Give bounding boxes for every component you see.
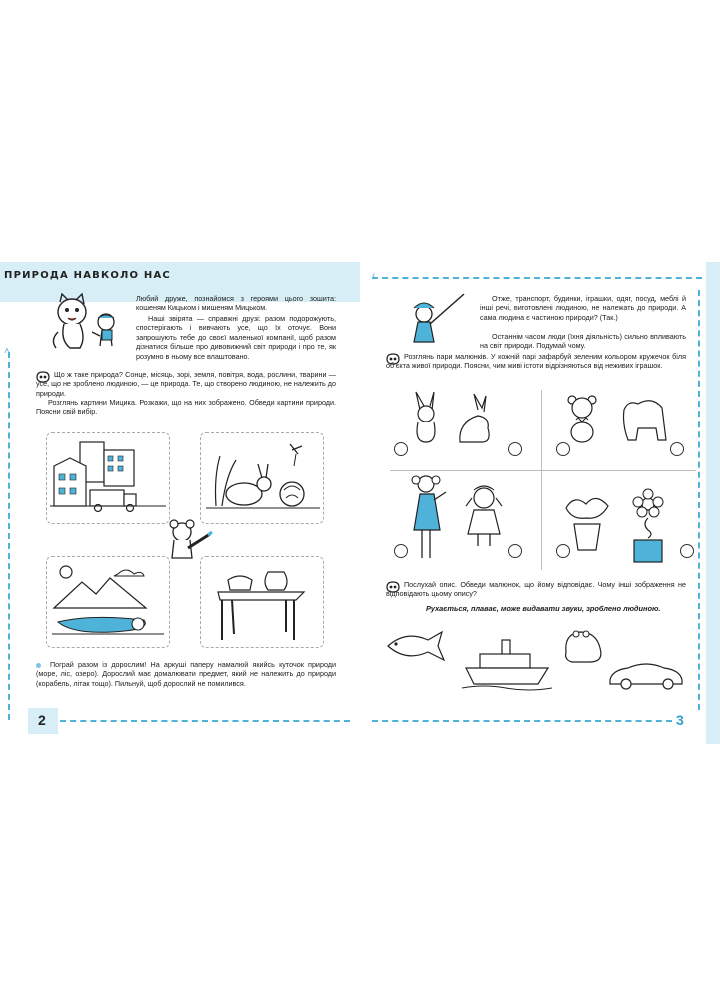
answer-circle[interactable]: [680, 544, 694, 558]
answer-circle[interactable]: [670, 442, 684, 456]
ship-illustration[interactable]: [462, 640, 552, 692]
task3-paragraph: Розглянь пари малюнків. У кожній парі зафарбуй зеленим кольором кружечок біля об’єкта живої природи. Поясни, чим живі істоти відрізняються від неживих іграшок.: [386, 352, 686, 371]
intro-paragraph-1: Любий друже, познайомся з героями цього зошита: кошеням Кицьком і мишеням Мицьком.: [136, 294, 336, 313]
bottom-dashed-border-left: [60, 720, 350, 722]
arrow-left-icon: ‹: [372, 270, 376, 281]
car-illustration[interactable]: [606, 660, 686, 690]
task1-instruction: Розглянь картини Мицика. Розкажи, що на них зображено. Обведи картини природи. Поясни свій вибір.: [36, 398, 336, 417]
task4-paragraph: Послухай опис. Обведи малюнок, що йому відповідає. Чому інші зображення не відповідають цьому опису?: [386, 580, 686, 599]
answer-circle[interactable]: [394, 442, 408, 456]
grid-divider-horizontal: [390, 470, 696, 471]
toy-rabbit-illustration: [410, 392, 444, 444]
left-dashed-border: [8, 352, 10, 720]
top-dashed-border-right: [372, 277, 702, 279]
mouse-with-pointer-illustration: [404, 290, 466, 346]
page-number-left: 2: [28, 708, 58, 734]
potted-plant-illustration: [560, 490, 614, 552]
frog-illustration[interactable]: [560, 624, 608, 666]
right-dashed-border: [698, 290, 700, 710]
doll-illustration: [462, 484, 506, 548]
city-illustration: [50, 436, 166, 520]
right-intro-paragraph-1: Отже, транспорт, будинки, іграшки, одяг, посуд, меблі й інші речі, виготовлені людиною, не належать до природи. А сама людина є частиною природи? (Так.): [480, 294, 686, 322]
right-margin-band: [706, 262, 720, 744]
page-title: ПРИРОДА НАВКОЛО НАС: [4, 270, 171, 281]
answer-circle[interactable]: [556, 544, 570, 558]
fish-illustration[interactable]: [386, 628, 448, 662]
girl-illustration: [410, 474, 450, 562]
table-illustration: [206, 560, 320, 644]
toy-flower-illustration: [628, 490, 668, 564]
teddy-bear-illustration: [564, 392, 600, 444]
bottom-dashed-border-right: [372, 720, 672, 722]
arrow-up-icon: ˄: [4, 346, 10, 357]
task1-question: Що ж таке природа? Сонце, місяць, зорі, земля, повітря, вода, рослини, тварини — усе, що не зроблено людиною, — це природа. Те, що створено людиною, не належить до природи.: [36, 370, 336, 398]
answer-circle[interactable]: [556, 442, 570, 456]
rabbit-cabbage-illustration: [206, 436, 320, 520]
answer-circle[interactable]: [508, 544, 522, 558]
right-intro-paragraph-2: Останнім часом люди (їхня діяльність) сильно впливають на світ природи. Подумай чому.: [480, 332, 686, 351]
task2-paragraph: Пограй разом із дорослим! На аркуші паперу намалюй якийсь куточок природи (море, ліс, озеро). Дорослий має домалювати предмет, який не належить до природи (корабель, літак тощо). Пильнуй, щоб дорослий не помилився.: [36, 660, 336, 688]
task4-description: Рухається, плаває, може видавати звуки, зроблено людиною.: [426, 604, 661, 613]
page-number-right: 3: [676, 712, 684, 728]
cat-and-mouse-illustration: [48, 292, 130, 354]
answer-circle[interactable]: [508, 442, 522, 456]
hare-illustration: [456, 394, 496, 444]
grid-divider-vertical: [541, 390, 542, 570]
answer-circle[interactable]: [394, 544, 408, 558]
landscape-illustration: [52, 560, 164, 644]
bear-illustration: [618, 396, 670, 442]
intro-paragraph-2: Наші звірята — справжні друзі: разом подорожують, спостерігають і вивчають усе, що їх оточує. Вони запрошують тебе до своєї маленької компанії, щоб разом дізнатися більше про дивовижний світ природи і про те, як розумно в ньому все влаштовано.: [136, 314, 336, 361]
